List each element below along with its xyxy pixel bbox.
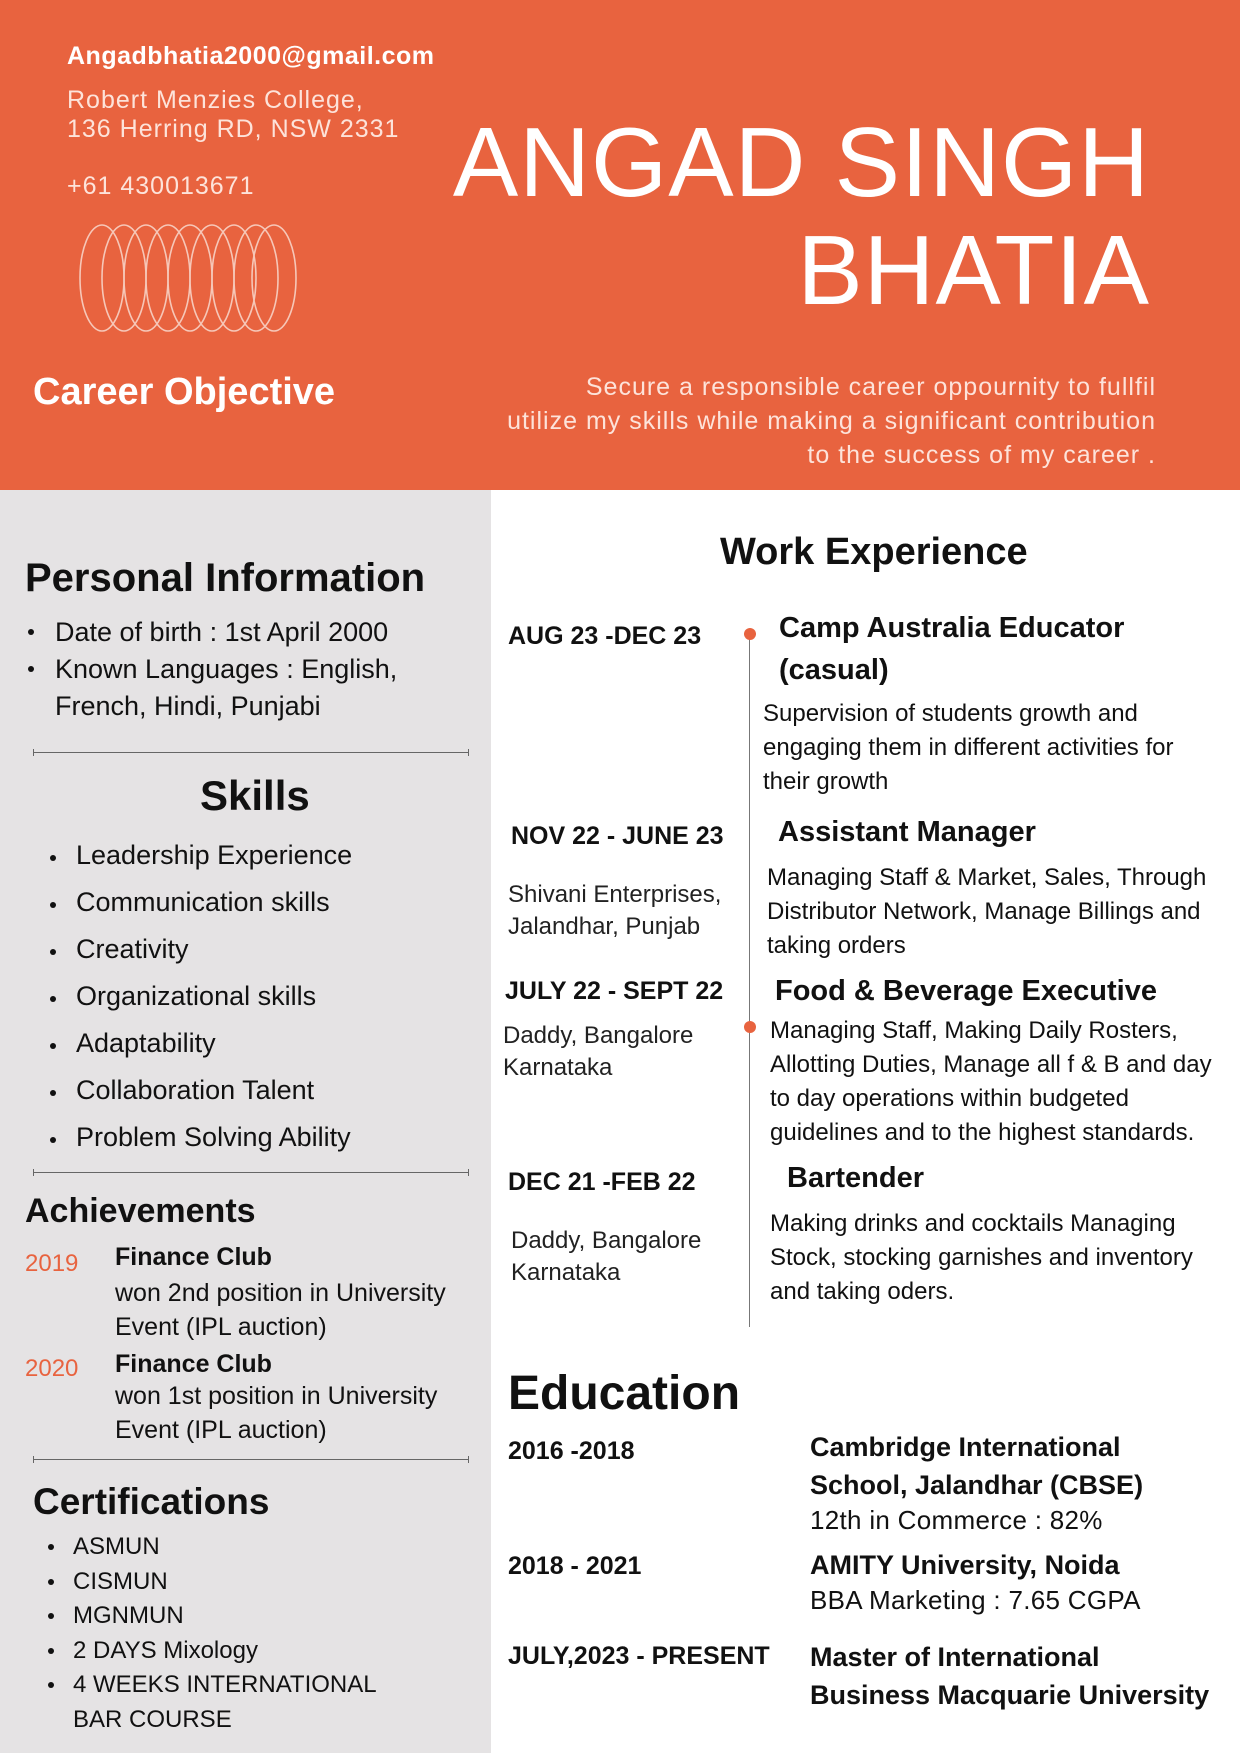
education-detail: BBA Marketing : 7.65 CGPA bbox=[810, 1585, 1141, 1615]
achievement-year: 2020 bbox=[25, 1355, 79, 1382]
certification-item: MGNMUN bbox=[45, 1599, 405, 1634]
job-description bbox=[763, 697, 1173, 799]
achievement-title: Finance Club bbox=[115, 1243, 272, 1271]
address bbox=[67, 86, 399, 144]
job-role bbox=[775, 970, 1157, 1012]
school-name: Cambridge International bbox=[810, 1432, 1121, 1462]
skills-title: Skills bbox=[200, 772, 310, 819]
timeline-dot bbox=[744, 628, 756, 640]
objective-line: to the success of my career . bbox=[807, 441, 1156, 469]
list-item: Date of birth : 1st April 2000 bbox=[25, 614, 465, 651]
list-item: Known Languages : English, French, Hindi, Punjabi bbox=[25, 651, 465, 725]
company-line: Shivani Enterprises, bbox=[508, 881, 722, 908]
skill-item: Adaptability bbox=[48, 1028, 352, 1075]
job-dates: NOV 22 - JUNE 23 bbox=[511, 822, 724, 850]
skill-item: Communication skills bbox=[48, 887, 352, 934]
achievement-text: Event (IPL auction) bbox=[115, 1416, 327, 1444]
career-objective-text bbox=[420, 370, 1156, 472]
desc-line: Making drinks and cocktails Managing bbox=[770, 1210, 1176, 1237]
skill-item: Problem Solving Ability bbox=[48, 1122, 352, 1169]
education-dates: 2016 -2018 bbox=[508, 1437, 635, 1465]
school-name: AMITY University, Noida bbox=[810, 1550, 1120, 1580]
desc-line: Managing Staff & Market, Sales, Through bbox=[767, 864, 1207, 891]
certification-item: CISMUN bbox=[45, 1565, 405, 1600]
job-description bbox=[770, 1014, 1232, 1150]
education-entry bbox=[810, 1638, 1209, 1714]
achievement-text: won 2nd position in University bbox=[115, 1279, 446, 1307]
desc-line: Distributor Network, Manage Billings and bbox=[767, 898, 1201, 925]
job-dates: DEC 21 -FEB 22 bbox=[508, 1168, 696, 1196]
timeline-line bbox=[749, 632, 750, 1327]
achievement-text: won 1st position in University bbox=[115, 1382, 438, 1410]
job-company bbox=[511, 1225, 701, 1289]
achievement-item bbox=[115, 1350, 437, 1447]
divider bbox=[33, 1172, 469, 1173]
job-role bbox=[779, 607, 1124, 691]
company-line: Jalandhar, Punjab bbox=[508, 913, 701, 940]
address-line: Robert Menzies College, bbox=[67, 86, 364, 114]
job-role-line: Assistant Manager bbox=[778, 816, 1036, 848]
job-role-line: (casual) bbox=[779, 654, 889, 686]
education-entry bbox=[810, 1546, 1141, 1616]
job-description bbox=[767, 861, 1206, 963]
certification-item: 2 DAYS Mixology bbox=[45, 1634, 405, 1669]
certification-item: 4 WEEKS INTERNATIONAL BAR COURSE bbox=[45, 1668, 405, 1737]
skill-item: Organizational skills bbox=[48, 981, 352, 1028]
achievement-title: Finance Club bbox=[115, 1350, 272, 1378]
desc-line: Managing Staff, Making Daily Rosters, bbox=[770, 1017, 1178, 1044]
address-line: 136 Herring RD, NSW 2331 bbox=[67, 115, 400, 143]
desc-line: to day operations within budgeted bbox=[770, 1085, 1129, 1112]
divider bbox=[33, 1459, 469, 1460]
education-title: Education bbox=[508, 1367, 741, 1420]
desc-line: Stock, stocking garnishes and inventory bbox=[770, 1244, 1193, 1271]
email-link[interactable]: Angadbhatia2000@gmail.com bbox=[67, 42, 435, 70]
desc-line: guidelines and to the highest standards. bbox=[770, 1119, 1195, 1146]
job-dates: AUG 23 -DEC 23 bbox=[508, 622, 702, 650]
company-line: Daddy, Bangalore bbox=[511, 1227, 702, 1254]
desc-line: Allotting Duties, Manage all f & B and day bbox=[770, 1051, 1212, 1078]
skill-item: Collaboration Talent bbox=[48, 1075, 352, 1122]
job-role bbox=[787, 1157, 924, 1199]
achievements-title: Achievements bbox=[25, 1192, 256, 1230]
job-role bbox=[778, 811, 1036, 853]
certifications-title: Certifications bbox=[33, 1481, 270, 1522]
job-company bbox=[503, 1020, 693, 1084]
name-line: ANGAD SINGH bbox=[452, 107, 1150, 217]
work-experience-title: Work Experience bbox=[720, 531, 1028, 573]
timeline-dot bbox=[744, 1021, 756, 1033]
education-entry bbox=[810, 1428, 1143, 1536]
education-dates: JULY,2023 - PRESENT bbox=[508, 1642, 770, 1670]
personal-info-list bbox=[25, 614, 465, 725]
objective-line: utilize my skills while making a significant contribution bbox=[507, 407, 1156, 435]
school-name: Master of International bbox=[810, 1642, 1100, 1672]
company-line: Daddy, Bangalore bbox=[503, 1022, 694, 1049]
certifications-list bbox=[45, 1530, 405, 1737]
career-objective-title: Career Objective bbox=[33, 371, 336, 413]
school-name: School, Jalandhar (CBSE) bbox=[810, 1470, 1144, 1500]
job-company bbox=[508, 879, 721, 943]
education-detail: 12th in Commerce : 82% bbox=[810, 1505, 1103, 1535]
desc-line: Supervision of students growth and bbox=[763, 700, 1138, 727]
skill-item: Leadership Experience bbox=[48, 840, 352, 887]
name-line: BHATIA bbox=[797, 215, 1150, 325]
desc-line: taking orders bbox=[767, 932, 906, 959]
candidate-name bbox=[430, 108, 1150, 324]
personal-info-title: Personal Information bbox=[25, 556, 426, 600]
skills-list bbox=[48, 840, 352, 1169]
job-description bbox=[770, 1207, 1193, 1309]
company-line: Karnataka bbox=[511, 1259, 621, 1286]
company-line: Karnataka bbox=[503, 1054, 613, 1081]
job-dates: JULY 22 - SEPT 22 bbox=[505, 977, 724, 1005]
job-role-line: Bartender bbox=[787, 1162, 924, 1194]
desc-line: engaging them in different activities for bbox=[763, 734, 1174, 761]
education-dates: 2018 - 2021 bbox=[508, 1552, 642, 1580]
certification-item: ASMUN bbox=[45, 1530, 405, 1565]
desc-line: their growth bbox=[763, 768, 889, 795]
job-role-line: Food & Beverage Executive bbox=[775, 975, 1157, 1007]
desc-line: and taking oders. bbox=[770, 1278, 955, 1305]
rings-decoration-icon bbox=[78, 222, 298, 334]
achievement-item bbox=[115, 1243, 446, 1344]
objective-line: Secure a responsible career oppournity to fullfil bbox=[585, 373, 1156, 401]
achievement-text: Event (IPL auction) bbox=[115, 1313, 327, 1341]
achievement-year: 2019 bbox=[25, 1250, 79, 1277]
job-role-line: Camp Australia Educator bbox=[779, 612, 1125, 644]
divider bbox=[33, 752, 469, 753]
skill-item: Creativity bbox=[48, 934, 352, 981]
school-name: Business Macquarie University bbox=[810, 1680, 1210, 1710]
phone-number: +61 430013671 bbox=[67, 172, 255, 200]
